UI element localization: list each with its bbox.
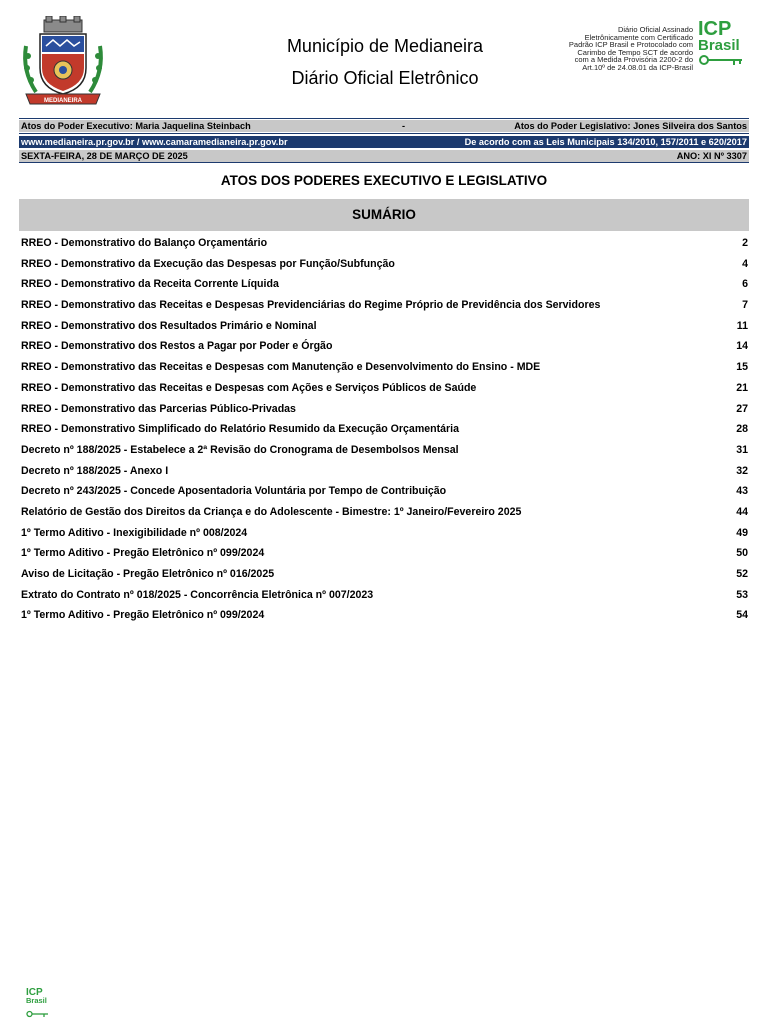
toc-page: 49 [736, 526, 748, 539]
toc-page: 27 [736, 402, 748, 415]
toc-page: 50 [736, 547, 748, 560]
toc-label: RREO - Demonstrativo da Execução das Despesas por Função/Subfunção [21, 257, 395, 270]
coat-of-arms-icon [18, 16, 108, 108]
section-title: ATOS DOS PODERES EXECUTIVO E LEGISLATIVO [220, 173, 548, 188]
toc-entry[interactable] [19, 336, 749, 357]
toc-label: Extrato do Contrato nº 018/2025 - Concorrência Eletrônica nº 007/2023 [21, 588, 374, 601]
toc-entry[interactable] [19, 419, 749, 440]
journal-title: Diário Oficial Eletrônico [291, 68, 479, 88]
toc-entry[interactable] [19, 295, 749, 316]
cert-line: Diário Oficial Assinado [617, 25, 693, 34]
toc-label: Decreto nº 188/2025 - Estabelece a 2ª Revisão do Cronograma de Desembolsos Mensal [21, 443, 459, 456]
key-icon [698, 53, 750, 67]
key-icon [26, 1010, 52, 1018]
toc-page: 44 [736, 505, 748, 518]
toc-page: 2 [742, 237, 748, 249]
cert-line: Eletrônicamente com Certificado [584, 32, 693, 42]
toc-page: 54 [736, 609, 748, 622]
toc-page: 52 [736, 568, 748, 580]
toc-entry[interactable] [19, 399, 749, 420]
toc-entry[interactable] [19, 274, 749, 295]
toc-label: Decreto nº 188/2025 - Anexo I [21, 464, 169, 477]
cert-line: Art.10º de 24.08.01 da ICP-Brasil [582, 62, 693, 72]
coat-banner-text: MEDIANEIRA [43, 98, 83, 104]
toc-entry[interactable] [19, 585, 749, 606]
toc-page: 7 [742, 299, 748, 312]
toc-label: RREO - Demonstrativo das Receitas e Despesas com Ações e Serviços Públicos de Saúde [21, 381, 477, 394]
cert-line: Carimbo de Tempo SCT de acordo [577, 47, 693, 57]
toc-page: 31 [736, 443, 748, 456]
toc-page: 43 [736, 485, 748, 498]
executive-authority: Atos do Poder Executivo: Maria Jaquelina Steinbach [21, 121, 251, 131]
header-title-block [240, 34, 530, 90]
toc-entry[interactable] [19, 502, 749, 523]
websites-bar [19, 136, 749, 148]
bar-separator: - [402, 121, 406, 131]
toc-label: Aviso de Licitação - Pregão Eletrônico nº 016/2025 [21, 568, 275, 580]
toc-label: RREO - Demonstrativo Simplificado do Relatório Resumido da Execução Orçamentária [21, 423, 459, 436]
toc-entry[interactable] [19, 481, 749, 502]
cert-line: com a Medida Provisória 2200-2 do [574, 55, 693, 65]
summary-header: SUMÁRIO [19, 199, 749, 231]
toc-entry[interactable] [19, 316, 749, 337]
certification-note [545, 26, 693, 72]
toc-page: 28 [736, 423, 748, 436]
toc-page: 21 [736, 381, 748, 394]
toc-label: RREO - Demonstrativo do Balanço Orçamentário [21, 237, 268, 249]
footer-icp-line1: ICP [26, 987, 43, 998]
toc-page: 6 [742, 278, 748, 291]
toc-label: RREO - Demonstrativo das Receitas e Despesas Previdenciárias do Regime Próprio de Previdência dos Servidores [21, 299, 601, 312]
toc-page: 32 [736, 464, 748, 477]
toc-label: 1º Termo Aditivo - Pregão Eletrônico nº 099/2024 [21, 609, 265, 622]
legislative-authority: Atos do Poder Legislativo: Jones Silveira dos Santos [514, 121, 747, 131]
toc-page: 4 [742, 257, 748, 270]
toc-label: RREO - Demonstrativo da Receita Corrente Líquida [21, 278, 279, 291]
toc-label: 1º Termo Aditivo - Inexigibilidade nº 008/2024 [21, 526, 248, 539]
cert-line: Padrão ICP Brasil e Protocolado com [568, 40, 693, 50]
edition-number: ANO: XI Nº 3307 [676, 151, 747, 161]
toc-entry[interactable] [19, 440, 749, 461]
websites-link[interactable]: www.medianeira.pr.gov.br / www.camaramedianeira.pr.gov.br [21, 137, 288, 147]
toc-label: Decreto nº 243/2025 - Concede Aposentadoria Voluntária por Tempo de Contribuição [21, 485, 447, 498]
toc-page: 11 [736, 319, 748, 332]
toc-entry[interactable] [19, 378, 749, 399]
toc-entry[interactable] [19, 605, 749, 626]
toc-entry[interactable] [19, 564, 749, 585]
toc-label: RREO - Demonstrativo dos Restos a Pagar por Poder e Órgão [21, 340, 333, 353]
authorities-bar [19, 120, 749, 132]
divider [19, 118, 749, 119]
toc-entry[interactable] [19, 254, 749, 275]
toc-label: Relatório de Gestão dos Direitos da Criança e do Adolescente - Bimestre: 1º Janeiro/Fevereiro 2025 [21, 505, 522, 518]
toc-entry[interactable] [19, 357, 749, 378]
divider [19, 162, 749, 163]
divider [19, 133, 749, 134]
icp-brasil-logo [698, 20, 750, 70]
table-of-contents [19, 233, 749, 626]
toc-page: 53 [736, 588, 748, 601]
toc-label: RREO - Demonstrativo dos Resultados Primário e Nominal [21, 319, 317, 332]
footer-icp-line2: Brasil [26, 996, 47, 1005]
toc-entry[interactable] [19, 523, 749, 544]
toc-entry[interactable] [19, 461, 749, 482]
toc-entry[interactable] [19, 233, 749, 254]
edition-date: SEXTA-FEIRA, 28 DE MARÇO DE 2025 [21, 151, 188, 161]
date-bar [19, 150, 749, 162]
toc-label: RREO - Demonstrativo das Receitas e Despesas com Manutenção e Desenvolvimento do Ensino - MDE [21, 361, 541, 374]
municipality-title: Município de Medianeira [286, 36, 484, 56]
footer-icp-logo [26, 988, 52, 1018]
icp-logo-line2: Brasil [698, 37, 740, 54]
icp-logo-line1: ICP [698, 18, 732, 40]
laws-note: De acordo com as Leis Municipais 134/2010, 157/2011 e 620/2017 [464, 137, 747, 147]
toc-page: 15 [736, 361, 748, 374]
toc-entry[interactable] [19, 543, 749, 564]
toc-label: RREO - Demonstrativo das Parcerias Público-Privadas [21, 402, 296, 415]
toc-page: 14 [736, 340, 748, 353]
toc-label: 1º Termo Aditivo - Pregão Eletrônico nº 099/2024 [21, 547, 265, 560]
